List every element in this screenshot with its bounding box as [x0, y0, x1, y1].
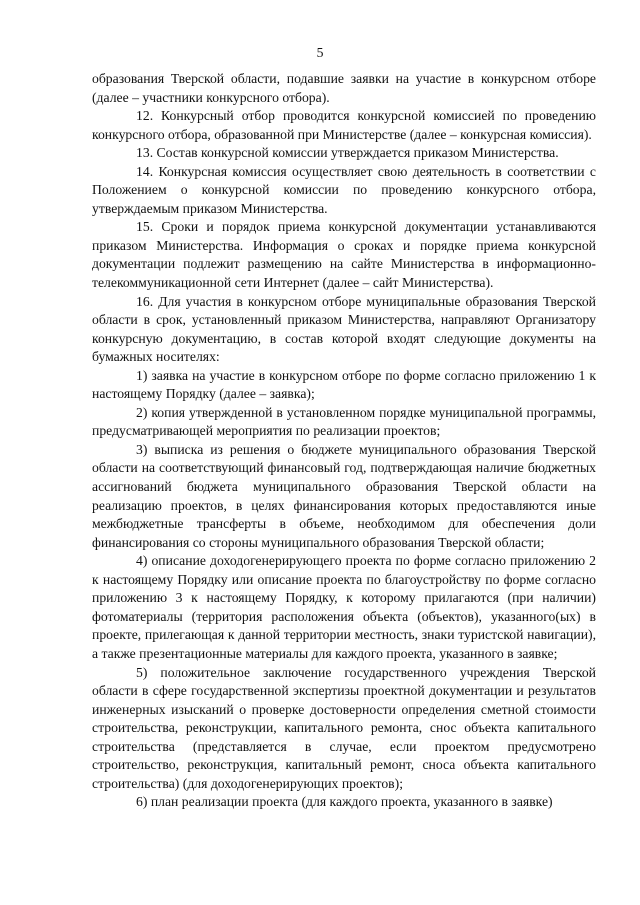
paragraph-item-12: 12. Конкурсный отбор проводится конкурсной комиссией по проведению конкурсного отбора, образованной при Министерстве (далее – конкурсная комиссия). — [92, 108, 596, 142]
paragraph-item-13: 13. Состав конкурсной комиссии утверждается приказом Министерства. — [136, 145, 559, 161]
subitem-2: 2) копия утвержденной в установленном порядке муниципальной программы, предусматривающей мероприятия по реализации проектов; — [92, 404, 596, 439]
paragraph-item-15: 15. Сроки и порядок приема конкурсной документации устанавливаются приказом Министерства. Информация о сроках и порядке приема конкурсной документации подлежит размещению на сайте Министерства в информационно-телекоммуникационной сети Интернет (далее – сайт Министерства). — [92, 219, 596, 291]
subitem-5: 5) положительное заключение государственного учреждения Тверской области в сфере государственной экспертизы проектной документации и результатов инженерных изысканий о проверке достоверности определения сметной стоимости строительства, реконструкции, капитального ремонта, снос объекта капитального строительства (представляется в случае, если проектом предусмотрено строительство, реконструкция, капитальный ремонт, сноса объекта капитального строительства) (для доходогенерирующих проектов); — [92, 664, 596, 791]
subitem-1: 1) заявка на участие в конкурсном отборе по форме согласно приложению 1 к настоящему Порядку (далее – заявка); — [92, 367, 596, 402]
subitem-6: 6) план реализации проекта (для каждого проекта, указанного в заявке) — [136, 794, 553, 810]
page-number: 5 — [316, 45, 324, 60]
paragraph-item-16: 16. Для участия в конкурсном отборе муниципальные образования Тверской области в срок, установленный приказом Министерства, направляют Организатору конкурсную документацию, в состав которой входят следующие документы на бумажных носителях: — [92, 293, 596, 365]
subitem-3: 3) выписка из решения о бюджете муниципального образования Тверской области на соответствующий финансовый год, подтверждающая наличие бюджетных ассигнований бюджета муниципального образования Тверской области на реализацию проектов, в целях финансирования которых предоставляются иные межбюджетные трансферты в объеме, необходимом для обеспечения доли финансирования со стороны муниципального образования Тверской области; — [92, 441, 596, 550]
paragraph-item-14: 14. Конкурсная комиссия осуществляет свою деятельность в соответствии с Положением о конкурсной комиссии по проведению конкурсного отбора, утверждаемым приказом Министерства. — [92, 163, 596, 216]
paragraph-continuation: образования Тверской области, подавшие заявки на участие в конкурсном отборе (далее – участники конкурсного отбора). — [92, 71, 596, 105]
subitem-4: 4) описание доходогенерирующего проекта по форме согласно приложению 2 к настоящему Порядку или описание проекта по благоустройству по форме согласно приложению 3 к настоящему Порядку, к которому прилагаются (при наличии) фотоматериалы (территория расположения объекта (объектов), указанного(ых) в проекте, прилегающая к данной территории местность, знаки туристской навигации), а также презентационные материалы для каждого проекта, указанного в заявке; — [92, 553, 596, 661]
document-body — [92, 70, 596, 812]
